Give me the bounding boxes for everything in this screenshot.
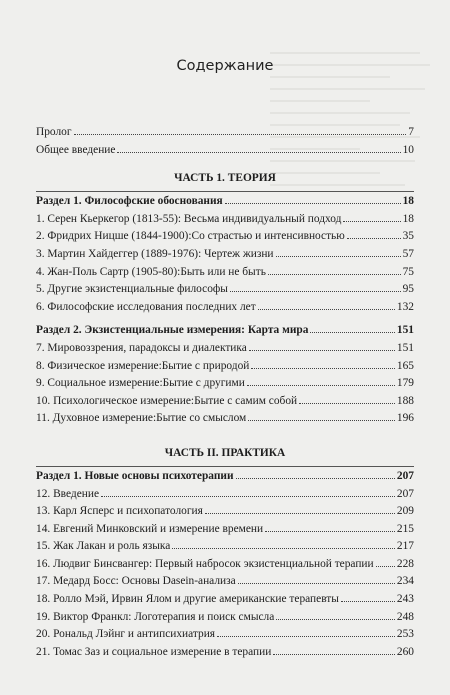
toc-entry [36, 505, 414, 523]
toc-entry-page: 253 [396, 628, 414, 641]
dot-leader [238, 583, 395, 584]
toc-entry-page: 243 [396, 593, 414, 606]
toc-entry-title: 11. Духовное измерение:Бытие со смыслом [36, 412, 247, 425]
toc-entry-title: 12. Введение [36, 487, 99, 500]
toc-entry [36, 646, 414, 664]
divider [36, 466, 414, 467]
toc-entry-title: 9. Социальное измерение:Бытие с другими [36, 377, 245, 390]
dot-leader [276, 619, 395, 620]
toc-entry [36, 213, 414, 231]
dot-leader [310, 332, 394, 333]
toc-entry-page: 75 [402, 265, 414, 278]
toc-entry-title: 10. Психологическое измерение:Бытие с самим собой [36, 394, 298, 407]
toc-entry [36, 540, 414, 558]
section-title: Раздел 1. Философские обоснования [36, 195, 223, 208]
dot-leader [225, 203, 401, 204]
dot-leader [273, 654, 395, 655]
toc-entry-page: 95 [402, 283, 414, 296]
toc-entry-page: 188 [396, 394, 414, 407]
dot-leader [376, 566, 395, 567]
toc-entry [36, 412, 414, 430]
dot-leader [236, 478, 395, 479]
dot-leader [347, 238, 401, 239]
toc-entry-title: 16. Людвиг Бинсвангер: Первый набросок экзистенциальной терапии [36, 557, 374, 570]
page-title: Содержание [176, 58, 274, 74]
dot-leader [265, 531, 395, 532]
dot-leader [343, 221, 400, 222]
section-heading [36, 470, 414, 488]
dot-leader [249, 350, 395, 351]
toc-entry-page: 132 [396, 300, 414, 313]
toc-entry [36, 488, 414, 506]
toc-entry [36, 360, 414, 378]
part-heading-theory: ЧАСТЬ 1. ТЕОРИЯ [174, 172, 276, 185]
toc-entry-page: 234 [396, 575, 414, 588]
toc-entry-title: 13. Карл Ясперс и психопатология [36, 505, 203, 518]
toc-entry-page: 228 [396, 557, 414, 570]
toc-entry-page: 209 [396, 505, 414, 518]
toc-entry-page: 165 [396, 359, 414, 372]
toc-entry [36, 628, 414, 646]
toc-entry-page: 7 [408, 126, 414, 138]
toc-entry-page: 57 [402, 247, 414, 260]
toc-entry-page: 248 [396, 610, 414, 623]
dot-leader [101, 496, 395, 497]
toc-entry-title: 18. Ролло Мэй, Ирвин Ялом и другие американские терапевты [36, 593, 339, 606]
section-title: Раздел 1. Новые основы психотерапии [36, 469, 234, 482]
toc-entry-title: 5. Другие экзистенциальные философы [36, 283, 228, 296]
toc-entry-page: 18 [402, 212, 414, 225]
toc-entry-page: 179 [396, 377, 414, 390]
toc-entry-page: 196 [396, 412, 414, 425]
dot-leader [258, 309, 395, 310]
toc-entry [36, 283, 414, 301]
toc-entry-title: Общее введение [36, 143, 116, 156]
toc-entry-title: 4. Жан-Поль Сартр (1905-80):Быть или не быть [36, 265, 266, 278]
section-page: 18 [402, 195, 414, 208]
section-heading [36, 195, 414, 213]
toc-entry-title: 1. Серен Кьеркегор (1813-55): Весьма индивидуальный подход [36, 212, 342, 225]
toc-entry-prologue [36, 126, 414, 144]
toc-entry-title: 14. Евгений Минковский и измерение времени [36, 522, 264, 535]
toc-entry-title: 17. Медард Босс: Основы Dasein-анализа [36, 575, 236, 588]
toc-entry-page: 215 [396, 522, 414, 535]
section-heading [36, 324, 414, 342]
toc-entry [36, 248, 414, 266]
dot-leader [341, 601, 395, 602]
toc-entry-title: 8. Физическое измерение:Бытие с природой [36, 359, 250, 372]
table-of-contents [36, 126, 414, 663]
dot-leader [248, 420, 395, 421]
toc-entry [36, 558, 414, 576]
toc-entry-title: 19. Виктор Франкл: Логотерапия и поиск смысла [36, 610, 275, 623]
toc-entry-title: 2. Фридрих Ницше (1844-1900):Со страстью и интенсивностью [36, 230, 345, 243]
toc-entry [36, 611, 414, 629]
toc-entry-page: 35 [402, 230, 414, 243]
toc-entry-intro [36, 144, 414, 162]
toc-entry [36, 266, 414, 284]
toc-entry-title: 21. Томас Заз и социальное измерение в терапии [36, 645, 272, 658]
toc-entry-title: Пролог [36, 126, 72, 138]
toc-entry-page: 217 [396, 540, 414, 553]
toc-entry-page: 260 [396, 645, 414, 658]
dot-leader [247, 385, 395, 386]
toc-entry [36, 523, 414, 541]
dot-leader [217, 636, 395, 637]
section-page: 151 [396, 324, 414, 337]
toc-entry-title: 6. Философские исследования последних лет [36, 300, 256, 313]
toc-entry [36, 230, 414, 248]
dot-leader [251, 368, 395, 369]
dot-leader [230, 291, 401, 292]
toc-entry [36, 575, 414, 593]
toc-entry [36, 342, 414, 360]
dot-leader [74, 134, 407, 135]
dot-leader [268, 274, 401, 275]
part-heading-practice: ЧАСТЬ II. ПРАКТИКА [164, 446, 286, 459]
toc-entry-title: 15. Жак Лакан и роль языка [36, 540, 171, 553]
dot-leader [172, 548, 395, 549]
toc-entry-page: 207 [396, 487, 414, 500]
dot-leader [205, 513, 395, 514]
toc-entry-title: 7. Мировоззрения, парадоксы и диалектика [36, 341, 247, 354]
dot-leader [117, 152, 400, 153]
toc-entry-page: 10 [402, 143, 414, 156]
toc-entry-title: 3. Мартин Хайдеггер (1889-1976): Чертеж жизни [36, 247, 274, 260]
divider [36, 191, 414, 192]
dot-leader [276, 256, 401, 257]
toc-entry [36, 377, 414, 395]
section-title: Раздел 2. Экзистенциальные измерения: Карта мира [36, 324, 309, 337]
toc-entry [36, 593, 414, 611]
toc-entry [36, 301, 414, 319]
toc-entry-title: 20. Рональд Лэйнг и антипсихиатрия [36, 628, 216, 641]
toc-entry [36, 395, 414, 413]
dot-leader [299, 403, 395, 404]
toc-entry-page: 151 [396, 341, 414, 354]
section-page: 207 [396, 469, 414, 482]
